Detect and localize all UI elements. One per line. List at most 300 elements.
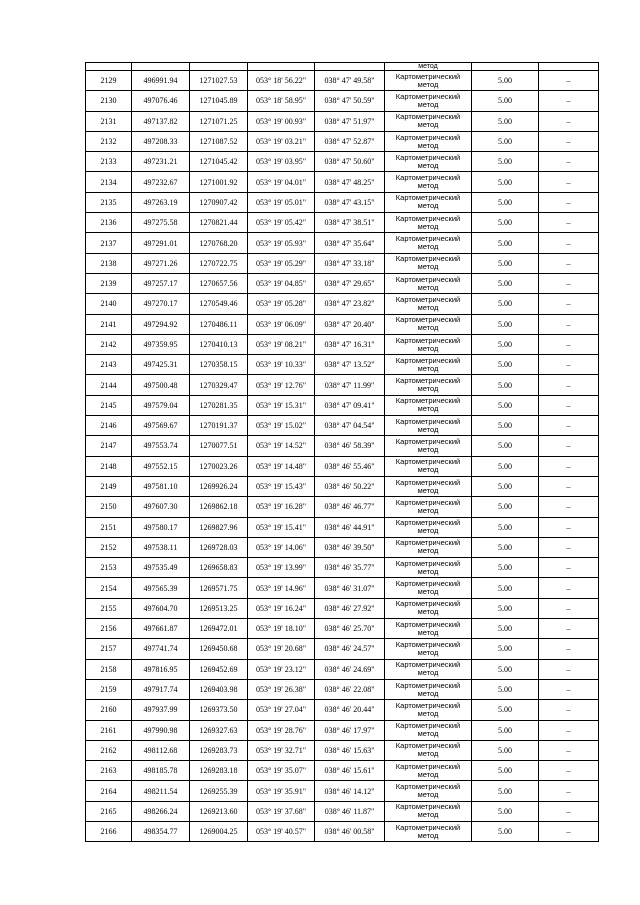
cell-latitude: 053° 19' 14.06" xyxy=(248,537,315,557)
table-row xyxy=(86,456,599,476)
table-row xyxy=(86,233,599,253)
cell-note: – xyxy=(539,294,599,314)
cell-longitude: 038° 47' 20.40" xyxy=(315,314,385,334)
cell-longitude: 038° 47' 50.60" xyxy=(315,152,385,172)
method-line-2: метод xyxy=(417,627,439,637)
cell-point-number: 2154 xyxy=(86,578,132,598)
cell-longitude: 038° 47' 50.59" xyxy=(315,91,385,111)
cell-x: 497937.99 xyxy=(132,700,190,720)
method-line-2: метод xyxy=(417,99,439,109)
cell-accuracy: 5.00 xyxy=(472,720,539,740)
cell-latitude: 053° 19' 04.85" xyxy=(248,273,315,293)
cell-point-number: 2130 xyxy=(86,91,132,111)
table-row xyxy=(86,497,599,517)
cell-point-number: 2153 xyxy=(86,558,132,578)
cell-point-number: 2150 xyxy=(86,497,132,517)
method-line-1: Картометрический xyxy=(395,193,461,203)
cell-point-number: 2136 xyxy=(86,213,132,233)
cell-latitude: 053° 19' 15.41" xyxy=(248,517,315,537)
method-line-1: Картометрический xyxy=(395,741,461,751)
cell-note: – xyxy=(539,639,599,659)
cell-accuracy: 5.00 xyxy=(472,192,539,212)
cell-y: 1269571.75 xyxy=(190,578,248,598)
cell-accuracy: 5.00 xyxy=(472,375,539,395)
method-line-2: метод xyxy=(417,688,439,698)
cell-y: 1269255.39 xyxy=(190,781,248,801)
cell-note: – xyxy=(539,619,599,639)
table-row xyxy=(86,334,599,354)
cell-accuracy: 5.00 xyxy=(472,395,539,415)
cell-point-number: 2144 xyxy=(86,375,132,395)
cell-y: 1270486.11 xyxy=(190,314,248,334)
method-line-2: метод xyxy=(417,810,439,820)
cell-point-number: 2155 xyxy=(86,598,132,618)
cell-x: 497359.95 xyxy=(132,334,190,354)
cell-latitude: 053° 19' 40.57" xyxy=(248,821,315,841)
method-line-2: метод xyxy=(417,587,439,597)
cell-x: 497232.67 xyxy=(132,172,190,192)
cell-note: – xyxy=(539,111,599,131)
table-row xyxy=(86,537,599,557)
cell-accuracy: 5.00 xyxy=(472,416,539,436)
cell-method xyxy=(385,720,472,740)
table-row xyxy=(86,639,599,659)
cell-note: – xyxy=(539,436,599,456)
method-line-1: Картометрический xyxy=(395,213,461,223)
cell-y: 1269403.98 xyxy=(190,679,248,699)
cell-x: 497580.17 xyxy=(132,517,190,537)
table-row xyxy=(86,740,599,760)
cell-x: 496991.94 xyxy=(132,71,190,91)
method-line-2: метод xyxy=(417,120,439,130)
cell-note: – xyxy=(539,679,599,699)
method-line-2: метод xyxy=(417,282,439,292)
cell-longitude: 038° 47' 52.87" xyxy=(315,131,385,151)
cell-longitude: 038° 46' 15.63" xyxy=(315,740,385,760)
cell-longitude: 038° 46' 46.77" xyxy=(315,497,385,517)
cell-point-number: 2135 xyxy=(86,192,132,212)
table-row xyxy=(86,314,599,334)
cell-latitude: 053° 19' 13.99" xyxy=(248,558,315,578)
method-line-1: Картометрический xyxy=(395,477,461,487)
cell-note: – xyxy=(539,375,599,395)
method-line-1: Картометрический xyxy=(395,518,461,528)
method-line-2: метод xyxy=(417,302,439,312)
table-row xyxy=(86,416,599,436)
cell-x: 497275.58 xyxy=(132,213,190,233)
cell-latitude: 053° 19' 05.29" xyxy=(248,253,315,273)
cell-accuracy: 5.00 xyxy=(472,639,539,659)
cell-method xyxy=(385,314,472,334)
table-row xyxy=(86,172,599,192)
cell-y: 1271045.89 xyxy=(190,91,248,111)
cell-empty xyxy=(248,63,315,71)
method-line-2: метод xyxy=(417,790,439,800)
method-line-2: метод xyxy=(417,404,439,414)
cell-y: 1269213.60 xyxy=(190,801,248,821)
method-line-2: метод xyxy=(417,424,439,434)
cell-point-number: 2143 xyxy=(86,355,132,375)
cell-method xyxy=(385,375,472,395)
cell-longitude: 038° 46' 14.12" xyxy=(315,781,385,801)
cell-accuracy: 5.00 xyxy=(472,598,539,618)
table-row xyxy=(86,253,599,273)
cell-y: 1270907.42 xyxy=(190,192,248,212)
cell-note: – xyxy=(539,761,599,781)
cell-accuracy: 5.00 xyxy=(472,71,539,91)
cell-method xyxy=(385,355,472,375)
method-line-2: метод xyxy=(417,485,439,495)
method-line-1: Картометрический xyxy=(395,173,461,183)
cell-note: – xyxy=(539,233,599,253)
cell-point-number: 2152 xyxy=(86,537,132,557)
cell-accuracy: 5.00 xyxy=(472,537,539,557)
method-line-1: Картометрический xyxy=(395,802,461,812)
cell-point-number: 2164 xyxy=(86,781,132,801)
method-line-1: Картометрический xyxy=(395,376,461,386)
cell-note: – xyxy=(539,476,599,496)
cell-y: 1269862.18 xyxy=(190,497,248,517)
table-row xyxy=(86,355,599,375)
cell-accuracy: 5.00 xyxy=(472,172,539,192)
cell-latitude: 053° 19' 27.04" xyxy=(248,700,315,720)
cell-note: – xyxy=(539,91,599,111)
method-line-2: метод xyxy=(417,140,439,150)
cell-x: 497535.49 xyxy=(132,558,190,578)
cell-latitude: 053° 19' 12.76" xyxy=(248,375,315,395)
cell-latitude: 053° 19' 23.12" xyxy=(248,659,315,679)
cell-x: 497990.98 xyxy=(132,720,190,740)
cell-method xyxy=(385,334,472,354)
cell-point-number: 2162 xyxy=(86,740,132,760)
table-row xyxy=(86,801,599,821)
cell-latitude: 053° 19' 26.38" xyxy=(248,679,315,699)
cell-y: 1269327.63 xyxy=(190,720,248,740)
cell-point-number: 2151 xyxy=(86,517,132,537)
cell-latitude: 053° 19' 14.48" xyxy=(248,456,315,476)
cell-point-number: 2148 xyxy=(86,456,132,476)
table-row xyxy=(86,578,599,598)
cell-method xyxy=(385,537,472,557)
cell-accuracy: 5.00 xyxy=(472,517,539,537)
cell-latitude: 053° 19' 15.02" xyxy=(248,416,315,436)
cell-y: 1269004.25 xyxy=(190,821,248,841)
cell-method xyxy=(385,619,472,639)
cell-longitude: 038° 47' 49.58" xyxy=(315,71,385,91)
method-line-1: Картометрический xyxy=(395,436,461,446)
method-line-1: Картометрический xyxy=(395,761,461,771)
cell-latitude: 053° 19' 03.21" xyxy=(248,131,315,151)
cell-latitude: 053° 19' 16.24" xyxy=(248,598,315,618)
cell-x: 497500.48 xyxy=(132,375,190,395)
cell-accuracy: 5.00 xyxy=(472,497,539,517)
cell-x: 497553.74 xyxy=(132,436,190,456)
cell-y: 1270821.44 xyxy=(190,213,248,233)
method-line-1: Картометрический xyxy=(395,294,461,304)
cell-longitude: 038° 46' 27.92" xyxy=(315,598,385,618)
cell-point-number: 2145 xyxy=(86,395,132,415)
cell-x: 497271.26 xyxy=(132,253,190,273)
cell-longitude: 038° 47' 35.64" xyxy=(315,233,385,253)
cell-point-number: 2158 xyxy=(86,659,132,679)
cell-empty xyxy=(132,63,190,71)
method-line-2: метод xyxy=(417,769,439,779)
cell-method xyxy=(385,497,472,517)
cell-latitude: 053° 19' 00.93" xyxy=(248,111,315,131)
cell-accuracy: 5.00 xyxy=(472,456,539,476)
cell-point-number: 2156 xyxy=(86,619,132,639)
cell-note: – xyxy=(539,213,599,233)
cell-y: 1270023.26 xyxy=(190,456,248,476)
cell-method xyxy=(385,111,472,131)
method-line-2: метод xyxy=(417,566,439,576)
table-row xyxy=(86,679,599,699)
cell-method: метод xyxy=(385,63,472,71)
method-line-1: Картометрический xyxy=(395,538,461,548)
cell-x: 497661.87 xyxy=(132,619,190,639)
cell-y: 1270077.51 xyxy=(190,436,248,456)
cell-accuracy: 5.00 xyxy=(472,700,539,720)
method-line-2: метод xyxy=(417,242,439,252)
cell-longitude: 038° 46' 00.58" xyxy=(315,821,385,841)
cell-accuracy: 5.00 xyxy=(472,619,539,639)
cell-latitude: 053° 19' 15.31" xyxy=(248,395,315,415)
cell-method xyxy=(385,233,472,253)
cell-longitude: 038° 47' 29.65" xyxy=(315,273,385,293)
cell-method xyxy=(385,273,472,293)
cell-y: 1270410.13 xyxy=(190,334,248,354)
cell-x: 498266.24 xyxy=(132,801,190,821)
cell-x: 497565.39 xyxy=(132,578,190,598)
cell-note: – xyxy=(539,720,599,740)
method-line-1: Картометрический xyxy=(395,132,461,142)
cell-method xyxy=(385,192,472,212)
cell-latitude: 053° 19' 03.95" xyxy=(248,152,315,172)
method-line-1: Картометрический xyxy=(395,822,461,832)
cell-longitude: 038° 46' 17.97" xyxy=(315,720,385,740)
cell-y: 1269728.03 xyxy=(190,537,248,557)
cell-method xyxy=(385,821,472,841)
table-row xyxy=(86,294,599,314)
table-row xyxy=(86,558,599,578)
cell-latitude: 053° 18' 56.22" xyxy=(248,71,315,91)
table-row xyxy=(86,213,599,233)
cell-latitude: 053° 19' 18.10" xyxy=(248,619,315,639)
cell-longitude: 038° 47' 04.54" xyxy=(315,416,385,436)
cell-x: 497270.17 xyxy=(132,294,190,314)
cell-latitude: 053° 19' 10.33" xyxy=(248,355,315,375)
cell-x: 498354.77 xyxy=(132,821,190,841)
cell-latitude: 053° 19' 05.01" xyxy=(248,192,315,212)
cell-longitude: 038° 46' 25.70" xyxy=(315,619,385,639)
cell-latitude: 053° 19' 08.21" xyxy=(248,334,315,354)
method-line-2: метод xyxy=(417,384,439,394)
cell-y: 1269513.25 xyxy=(190,598,248,618)
cell-longitude: 038° 47' 23.82" xyxy=(315,294,385,314)
cell-y: 1270358.15 xyxy=(190,355,248,375)
cell-method xyxy=(385,71,472,91)
cell-y: 1271087.52 xyxy=(190,131,248,151)
cell-longitude: 038° 47' 09.41" xyxy=(315,395,385,415)
cell-point-number: 2134 xyxy=(86,172,132,192)
method-line-1: Картометрический xyxy=(395,91,461,101)
cell-longitude: 038° 47' 33.18" xyxy=(315,253,385,273)
cell-y: 1269472.01 xyxy=(190,619,248,639)
cell-method xyxy=(385,801,472,821)
method-line-1: Картометрический xyxy=(395,721,461,731)
method-line-2: метод xyxy=(417,708,439,718)
table-row xyxy=(86,71,599,91)
cell-y: 1269373.50 xyxy=(190,700,248,720)
cell-x: 497604.70 xyxy=(132,598,190,618)
method-line-1: Картометрический xyxy=(395,152,461,162)
cell-y: 1271045.42 xyxy=(190,152,248,172)
cell-method xyxy=(385,131,472,151)
cell-latitude: 053° 19' 37.68" xyxy=(248,801,315,821)
method-line-1: Картометрический xyxy=(395,619,461,629)
cell-x: 498112.68 xyxy=(132,740,190,760)
table-row xyxy=(86,659,599,679)
cell-latitude: 053° 19' 05.93" xyxy=(248,233,315,253)
method-line-1: Картометрический xyxy=(395,315,461,325)
cell-point-number: 2147 xyxy=(86,436,132,456)
cell-x: 498185.78 xyxy=(132,761,190,781)
cell-point-number: 2166 xyxy=(86,821,132,841)
cell-accuracy: 5.00 xyxy=(472,679,539,699)
cell-method xyxy=(385,679,472,699)
cell-method xyxy=(385,781,472,801)
cell-note: – xyxy=(539,273,599,293)
cell-method xyxy=(385,213,472,233)
cell-accuracy: 5.00 xyxy=(472,131,539,151)
cell-latitude: 053° 19' 05.42" xyxy=(248,213,315,233)
cell-accuracy: 5.00 xyxy=(472,294,539,314)
cell-longitude: 038° 46' 11.87" xyxy=(315,801,385,821)
cell-y: 1270281.35 xyxy=(190,395,248,415)
cell-point-number: 2161 xyxy=(86,720,132,740)
cell-y: 1271027.53 xyxy=(190,71,248,91)
cell-point-number: 2163 xyxy=(86,761,132,781)
method-line-1: Картометрический xyxy=(395,639,461,649)
cell-y: 1269827.96 xyxy=(190,517,248,537)
cell-point-number: 2133 xyxy=(86,152,132,172)
table-row xyxy=(86,700,599,720)
cell-longitude: 038° 46' 20.44" xyxy=(315,700,385,720)
cell-note: – xyxy=(539,558,599,578)
cell-note: – xyxy=(539,192,599,212)
method-line-2: метод xyxy=(417,363,439,373)
table-row xyxy=(86,436,599,456)
cell-accuracy: 5.00 xyxy=(472,659,539,679)
cell-point-number: 2165 xyxy=(86,801,132,821)
method-line-1: Картометрический xyxy=(395,599,461,609)
cell-accuracy: 5.00 xyxy=(472,740,539,760)
method-line-2: метод xyxy=(417,343,439,353)
cell-method xyxy=(385,700,472,720)
cell-latitude: 053° 19' 16.28" xyxy=(248,497,315,517)
cell-x: 497538.11 xyxy=(132,537,190,557)
table-row xyxy=(86,152,599,172)
cell-accuracy: 5.00 xyxy=(472,91,539,111)
cell-point-number: 2131 xyxy=(86,111,132,131)
cell-empty xyxy=(190,63,248,71)
cell-method xyxy=(385,436,472,456)
cell-accuracy: 5.00 xyxy=(472,233,539,253)
cell-latitude: 053° 19' 20.68" xyxy=(248,639,315,659)
cell-accuracy: 5.00 xyxy=(472,111,539,131)
cell-point-number: 2160 xyxy=(86,700,132,720)
cell-longitude: 038° 46' 58.39" xyxy=(315,436,385,456)
cell-note: – xyxy=(539,152,599,172)
cell-method xyxy=(385,152,472,172)
cell-y: 1269450.68 xyxy=(190,639,248,659)
cell-latitude: 053° 19' 06.09" xyxy=(248,314,315,334)
cell-method xyxy=(385,456,472,476)
continued-row xyxy=(86,63,599,71)
cell-x: 497257.17 xyxy=(132,273,190,293)
cell-accuracy: 5.00 xyxy=(472,253,539,273)
table-row xyxy=(86,131,599,151)
method-line-2: метод xyxy=(417,526,439,536)
method-line-2: метод xyxy=(417,323,439,333)
cell-empty xyxy=(315,63,385,71)
cell-method xyxy=(385,761,472,781)
method-line-2: метод xyxy=(417,647,439,657)
cell-longitude: 038° 46' 24.57" xyxy=(315,639,385,659)
cell-note: – xyxy=(539,537,599,557)
cell-latitude: 053° 19' 05.28" xyxy=(248,294,315,314)
table-row xyxy=(86,619,599,639)
cell-y: 1270768.20 xyxy=(190,233,248,253)
cell-accuracy: 5.00 xyxy=(472,761,539,781)
method-line-2: метод xyxy=(417,546,439,556)
cell-y: 1269452.69 xyxy=(190,659,248,679)
cell-longitude: 038° 47' 13.52" xyxy=(315,355,385,375)
cell-point-number: 2138 xyxy=(86,253,132,273)
cell-x: 497917.74 xyxy=(132,679,190,699)
cell-longitude: 038° 46' 24.69" xyxy=(315,659,385,679)
cell-x: 497581.10 xyxy=(132,476,190,496)
cell-point-number: 2140 xyxy=(86,294,132,314)
cell-x: 497569.67 xyxy=(132,416,190,436)
cell-latitude: 053° 19' 35.07" xyxy=(248,761,315,781)
method-line-1: Картометрический xyxy=(395,680,461,690)
coordinates-table xyxy=(85,62,599,842)
cell-method xyxy=(385,294,472,314)
cell-y: 1270722.75 xyxy=(190,253,248,273)
method-line-1: Картометрический xyxy=(395,71,461,81)
cell-x: 497263.19 xyxy=(132,192,190,212)
cell-accuracy: 5.00 xyxy=(472,273,539,293)
method-line-1: Картометрический xyxy=(395,579,461,589)
cell-method xyxy=(385,253,472,273)
cell-point-number: 2142 xyxy=(86,334,132,354)
cell-point-number: 2139 xyxy=(86,273,132,293)
cell-accuracy: 5.00 xyxy=(472,558,539,578)
cell-x: 497741.74 xyxy=(132,639,190,659)
method-line-1: Картометрический xyxy=(395,234,461,244)
cell-longitude: 038° 47' 16.31" xyxy=(315,334,385,354)
cell-method xyxy=(385,558,472,578)
cell-longitude: 038° 46' 22.08" xyxy=(315,679,385,699)
cell-point-number: 2149 xyxy=(86,476,132,496)
method-line-1: Картометрический xyxy=(395,396,461,406)
cell-note: – xyxy=(539,781,599,801)
cell-y: 1271001.92 xyxy=(190,172,248,192)
cell-note: – xyxy=(539,740,599,760)
method-line-1: Картометрический xyxy=(395,457,461,467)
cell-accuracy: 5.00 xyxy=(472,436,539,456)
